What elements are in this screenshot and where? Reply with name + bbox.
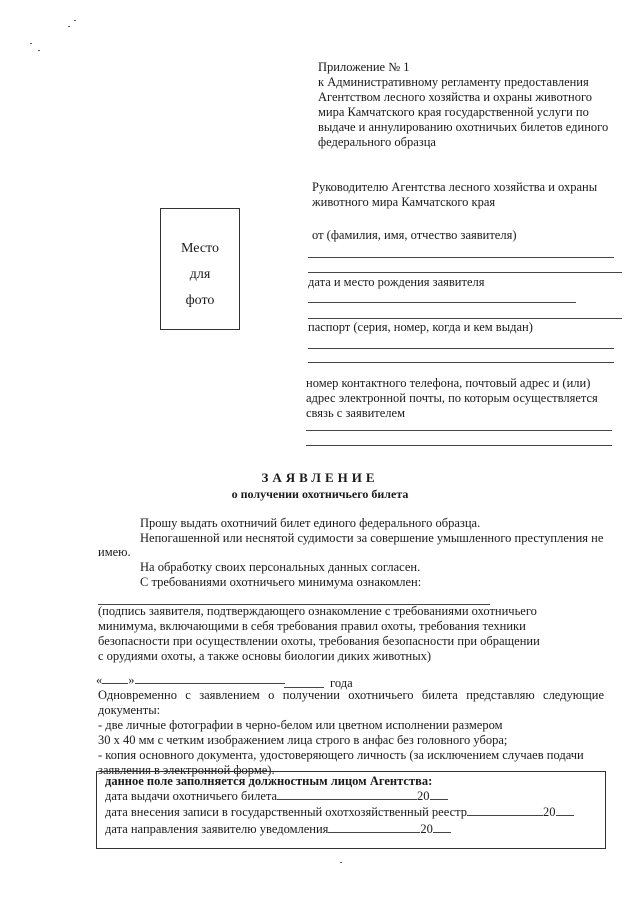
- documents-line: Одновременно с заявлением о получении охотничьего билета представляю следующие: [98, 688, 604, 702]
- appendix-line: мира Камчатского края государственной услуги по: [318, 105, 589, 119]
- official-row-issue-date: [105, 789, 448, 804]
- documents-block: [98, 688, 604, 778]
- documents-line: заявления в электронной форме).: [98, 763, 275, 777]
- from-line-1[interactable]: [308, 257, 614, 258]
- contact-label-line: связь с заявителем: [306, 406, 406, 420]
- photo-label: фото: [185, 293, 215, 308]
- scan-speck: [340, 862, 342, 863]
- year-word: года: [330, 676, 353, 690]
- official-box-header: данное поле заполняется должностным лицом Агентства:: [105, 774, 433, 788]
- appendix-line: к Административному регламенту предоставления: [318, 75, 589, 89]
- documents-line: - копия основного документа, удостоверяющего личность (за исключением случаев подачи: [98, 748, 584, 762]
- signature-note-line: (подпись заявителя, подтверждающего ознакомление с требованиями охотничьего: [98, 604, 537, 618]
- photo-label: Место: [181, 241, 219, 256]
- official-row-label: дата выдачи охотничьего билета: [105, 789, 278, 803]
- body-p2: Непогашенной или неснятой судимости за совершение умышленного преступления не: [140, 531, 604, 545]
- from-label: от (фамилия, имя, отчество заявителя): [312, 228, 517, 242]
- contact-line-2[interactable]: [306, 445, 612, 446]
- official-use-box: [96, 771, 606, 849]
- signature-note-line: с орудиями охоты, а также основы биологии диких животных): [98, 649, 432, 663]
- addressee-block: [312, 180, 612, 210]
- signature-note: [98, 604, 540, 664]
- day-blank[interactable]: [102, 683, 128, 684]
- appendix-line: выдаче и аннулированию охотничьих билетов единого: [318, 120, 609, 134]
- passport-line-2[interactable]: [308, 362, 614, 363]
- scan-speck: [38, 50, 40, 51]
- addressee-line: животного мира Камчатского края: [312, 195, 496, 209]
- birth-line-1[interactable]: [308, 302, 576, 303]
- year-prefix: 20: [417, 789, 430, 803]
- passport-line-1[interactable]: [308, 348, 614, 349]
- date-open-quote: «: [96, 673, 103, 687]
- signature-note-line: минимума, включающими в себя требования правил охоты, требования техники: [98, 619, 526, 633]
- birth-label: дата и место рождения заявителя: [308, 275, 485, 289]
- year-blank[interactable]: [433, 832, 451, 833]
- official-row-registry-date: [105, 805, 574, 820]
- date-line: [96, 673, 285, 688]
- addressee-line: Руководителю Агентства лесного хозяйства и охраны: [312, 180, 598, 194]
- year-prefix: 20: [543, 805, 556, 819]
- scan-speck: [30, 43, 32, 44]
- documents-line: 30 х 40 мм с четким изображением лица строго в анфас без головного убора;: [98, 733, 508, 747]
- passport-label: паспорт (серия, номер, когда и кем выдан): [308, 320, 533, 334]
- scan-speck: [74, 20, 76, 21]
- contact-label-line: адрес электронной почты, по которым осуществляется: [306, 391, 598, 405]
- official-row-label: дата внесения записи в государственный охотхозяйственный реестр: [105, 805, 467, 819]
- documents-line: - две личные фотографии в черно-белом или цветном исполнении размером: [98, 718, 503, 732]
- document-subtitle: о получении охотничьего билета: [231, 487, 409, 501]
- birth-line-2[interactable]: [308, 318, 622, 319]
- documents-line: документы:: [98, 703, 161, 717]
- signature-note-line: безопасности при осуществлении охоты, требования безопасности при обращении: [98, 634, 540, 648]
- year-prefix: 20: [420, 822, 433, 836]
- document-title: ЗАЯВЛЕНИЕ: [261, 470, 379, 485]
- appendix-header: [318, 60, 618, 150]
- photo-label: для: [189, 267, 211, 282]
- body-p2-cont: имею.: [98, 545, 131, 559]
- contact-label: [306, 376, 598, 421]
- body-p4: С требованиями охотничьего минимума ознакомлен:: [140, 575, 422, 589]
- body-p1: Прошу выдать охотничий билет единого федерального образца.: [140, 516, 481, 530]
- official-row-label: дата направления заявителю уведомления: [105, 822, 329, 836]
- contact-line-1[interactable]: [306, 430, 612, 431]
- from-line-2[interactable]: [308, 272, 622, 273]
- date-blank[interactable]: [277, 799, 417, 800]
- scan-speck: [68, 26, 70, 27]
- date-blank[interactable]: [328, 832, 420, 833]
- body-p3: На обработку своих персональных данных согласен.: [140, 560, 421, 574]
- year-blank[interactable]: [556, 815, 574, 816]
- date-blank[interactable]: [467, 815, 543, 816]
- date-close-quote: »: [128, 673, 135, 687]
- year-blank[interactable]: [430, 799, 448, 800]
- month-blank[interactable]: [135, 683, 285, 684]
- contact-label-line: номер контактного телефона, почтовый адрес и (или): [306, 376, 591, 390]
- official-row-notice-date: [105, 822, 451, 837]
- appendix-line: Приложение № 1: [318, 60, 410, 74]
- photo-placeholder: [160, 208, 240, 330]
- appendix-line: федерального образца: [318, 135, 436, 149]
- appendix-line: Агентством лесного хозяйства и охраны животного: [318, 90, 593, 104]
